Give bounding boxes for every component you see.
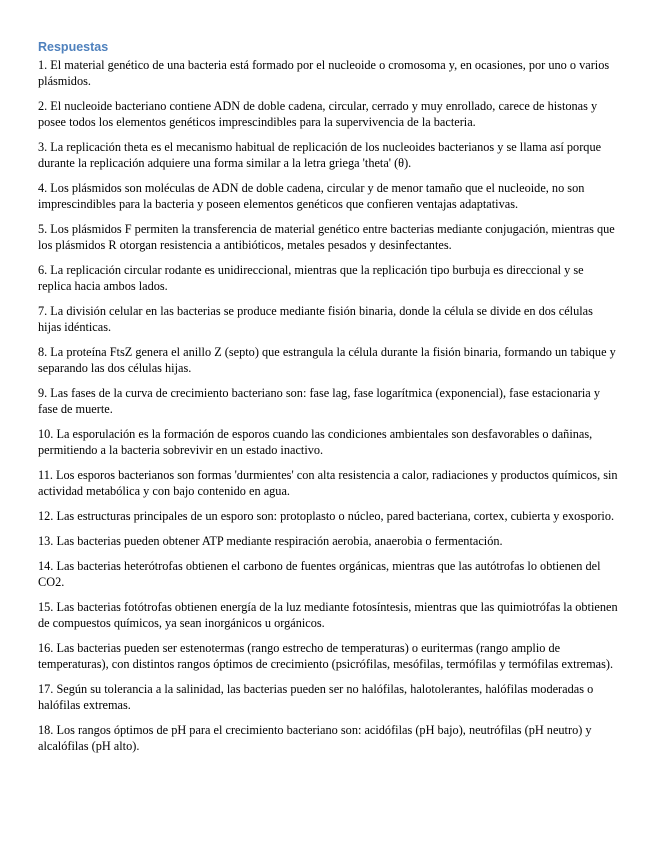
answer-17: 17. Según su tolerancia a la salinidad, las bacterias pueden ser no halófilas, halotolerantes, halófilas moderadas o halófilas extremas. xyxy=(38,682,594,712)
answer-13: 13. Las bacterias pueden obtener ATP mediante respiración aerobia, anaerobia o fermentación. xyxy=(38,534,503,548)
answer-1: 1. El material genético de una bacteria está formado por el nucleoide o cromosoma y, en ocasiones, por uno o varios plásmidos. xyxy=(38,58,610,88)
answer-16: 16. Las bacterias pueden ser estenotermas (rango estrecho de temperaturas) o euritermas (rango amplio de temperaturas), con distintos rangos óptimos de crecimiento (psicrófilas, mesófilas, termófilas y termófilas extremas). xyxy=(38,641,614,671)
answer-5: 5. Los plásmidos F permiten la transferencia de material genético entre bacterias mediante conjugación, mientras que los plásmidos R otorgan resistencia a antibióticos, metales pesados y desinfectantes. xyxy=(38,222,615,252)
document-page xyxy=(38,40,618,763)
answer-2: 2. El nucleoide bacteriano contiene ADN de doble cadena, circular, cerrado y muy enrollado, carece de histonas y posee todos los elementos genéticos imprescindibles para la supervivencia de la bacteria. xyxy=(38,99,598,129)
answer-7: 7. La división celular en las bacterias se produce mediante fisión binaria, donde la célula se divide en dos células hijas idénticas. xyxy=(38,304,593,334)
answer-4: 4. Los plásmidos son moléculas de ADN de doble cadena, circular y de menor tamaño que el nucleoide, no son imprescindibles para la bacteria y poseen elementos genéticos que confieren ventajas adaptativas. xyxy=(38,181,585,211)
answer-10: 10. La esporulación es la formación de esporos cuando las condiciones ambientales son desfavorables o dañinas, permitiendo a la bacteria sobrevivir en un estado inactivo. xyxy=(38,427,593,457)
answers-list xyxy=(38,57,618,754)
answer-14: 14. Las bacterias heterótrofas obtienen el carbono de fuentes orgánicas, mientras que las autótrofas lo obtienen del CO2. xyxy=(38,559,601,589)
answer-11: 11. Los esporos bacterianos son formas 'durmientes' con alta resistencia a calor, radiaciones y productos químicos, sin actividad metabólica y con bajo contenido en agua. xyxy=(38,468,618,498)
section-heading: Respuestas xyxy=(38,40,109,54)
answer-3: 3. La replicación theta es el mecanismo habitual de replicación de los nucleoides bacterianos y se llama así porque durante la replicación adquiere una forma similar a la letra griega 'theta' (θ). xyxy=(38,140,602,170)
answer-8: 8. La proteína FtsZ genera el anillo Z (septo) que estrangula la célula durante la fisión binaria, formando un tabique y separando las dos células hijas. xyxy=(38,345,616,375)
answer-18: 18. Los rangos óptimos de pH para el crecimiento bacteriano son: acidófilas (pH bajo), neutrófilas (pH neutro) y alcalófilas (pH alto). xyxy=(38,723,592,753)
answer-6: 6. La replicación circular rodante es unidireccional, mientras que la replicación tipo burbuja es direccional y se replica hacia ambos lados. xyxy=(38,263,584,293)
answer-9: 9. Las fases de la curva de crecimiento bacteriano son: fase lag, fase logarítmica (exponencial), fase estacionaria y fase de muerte. xyxy=(38,386,600,416)
answer-15: 15. Las bacterias fotótrofas obtienen energía de la luz mediante fotosíntesis, mientras que las quimiotrófas la obtienen de compuestos químicos, ya sean inorgánicos u orgánicos. xyxy=(38,600,618,630)
answer-12: 12. Las estructuras principales de un esporo son: protoplasto o núcleo, pared bacteriana, cortex, cubierta y exosporio. xyxy=(38,509,615,523)
